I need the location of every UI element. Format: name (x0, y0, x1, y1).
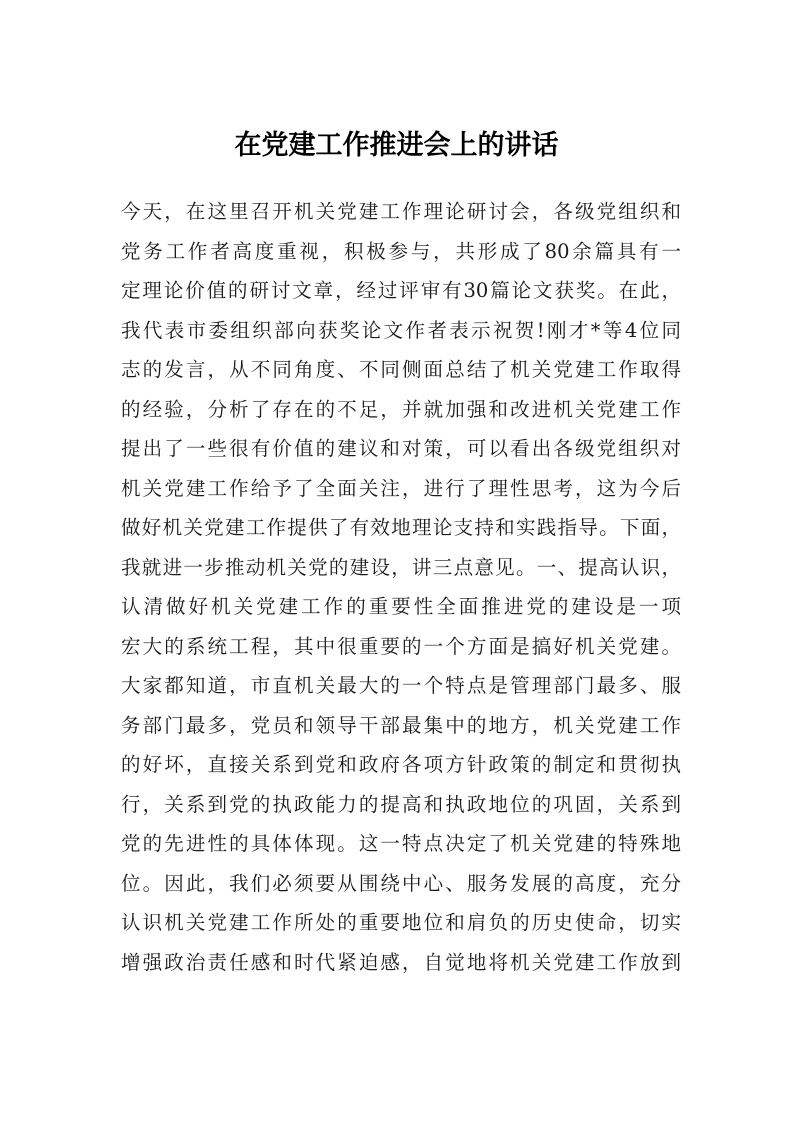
body-line: 志的发言，从不同角度、不同侧面总结了机关党建工作取得 (121, 358, 681, 381)
document-title: 在党建工作推进会上的讲话 (234, 130, 559, 161)
body-line: 提出了一些很有价值的建议和对策，可以看出各级党组织对 (121, 437, 681, 460)
body-line: 务部门最多，党员和领导干部最集中的地方，机关党建工作 (121, 713, 681, 737)
body-line: 宏大的系统工程，其中很重要的一个方面是搞好机关党建。 (121, 634, 681, 658)
body-line: 定理论价值的研讨文章，经过评审有30篇论文获奖。在此， (121, 279, 681, 302)
body-line: 大家都知道，市直机关最大的一个特点是管理部门最多、服 (121, 674, 681, 697)
body-line: 行，关系到党的执政能力的提高和执政地位的巩固，关系到 (121, 792, 681, 816)
body-line: 党务工作者高度重视，积极参与，共形成了80余篇具有一 (121, 239, 681, 263)
document-body (121, 192, 681, 982)
body-line: 做好机关党建工作提供了有效地理论支持和实践指导。下面， (121, 516, 681, 539)
body-line: 机关党建工作给予了全面关注，进行了理性思考，这为今后 (121, 476, 681, 500)
body-line: 认清做好机关党建工作的重要性全面推进党的建设是一项 (121, 595, 681, 618)
body-line: 今天，在这里召开机关党建工作理论研讨会，各级党组织和 (121, 200, 681, 223)
body-line: 增强政治责任感和时代紧迫感，自觉地将机关党建工作放到 (121, 950, 681, 974)
body-line: 位。因此，我们必须要从围绕中心、服务发展的高度，充分 (121, 871, 681, 895)
body-line: 的经验，分析了存在的不足，并就加强和改进机关党建工作 (121, 397, 681, 421)
body-line: 党的先进性的具体体现。这一特点决定了机关党建的特殊地 (121, 832, 681, 855)
body-line: 我就进一步推动机关党的建设，讲三点意见。一、提高认识， (121, 555, 681, 579)
body-line: 的好坏，直接关系到党和政府各项方针政策的制定和贯彻执 (121, 753, 681, 776)
body-line: 认识机关党建工作所处的重要地位和肩负的历史使命，切实 (121, 911, 681, 934)
body-line: 我代表市委组织部向获奖论文作者表示祝贺!刚才*等4位同 (121, 318, 681, 342)
